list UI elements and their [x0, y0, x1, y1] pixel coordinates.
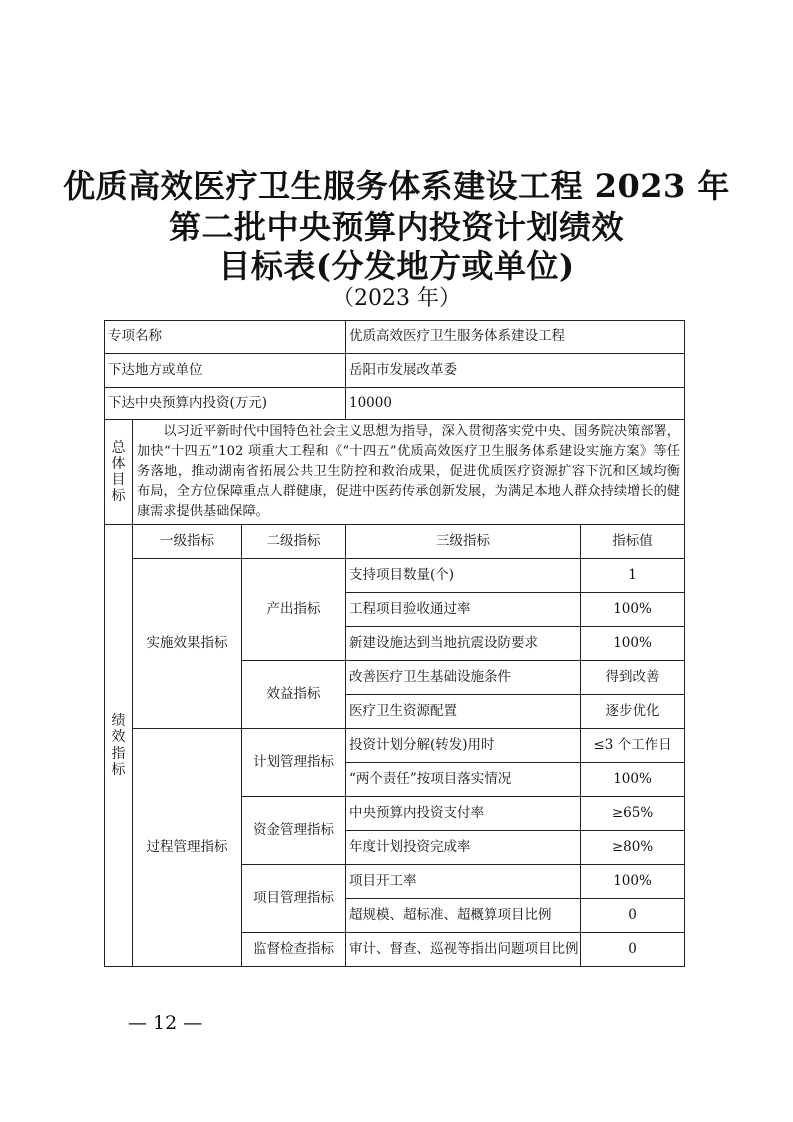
doc-title-line-1: 优质高效医疗卫生服务体系建设工程 2023 年	[63, 167, 730, 205]
indicator-value: ≥80%	[581, 831, 685, 865]
table-row	[105, 321, 685, 354]
indicator-name: 支持项目数量(个)	[346, 559, 581, 593]
goal-text: 以习近平新时代中国特色社会主义思想为指导，深入贯彻落实党中央、国务院决策部署，加快“十四五”102 项重大工程和《“十四五”优质高效医疗卫生服务体系建设实施方案》等任务落地，推动湖南省拓展公共卫生防控和救治成果，促进优质医疗资源扩容下沉和区域均衡 布局，全方位保障重点人群健康，促进中医药传承创新发展，为满足本地人群众持续增长的健康需求提供基础保障。	[133, 420, 685, 525]
indicator-value: 100%	[581, 865, 685, 899]
project-label: 专项名称	[105, 321, 346, 354]
indicator-name: 改善医疗卫生基础设施条件	[346, 661, 581, 695]
indicator-value: 0	[581, 933, 685, 967]
indicators-label: 绩 效 指 标	[105, 525, 133, 967]
page-number: — 12 —	[128, 1012, 203, 1034]
header-level1: 一级指标	[133, 525, 242, 559]
project-value: 优质高效医疗卫生服务体系建设工程	[346, 321, 685, 354]
indicator-name: 审计、督查、巡视等指出问题项目比例	[346, 933, 581, 967]
level2-supervision: 监督检查指标	[242, 933, 346, 967]
indicator-value: 100%	[581, 593, 685, 627]
invest-value: 10000	[346, 388, 685, 420]
goal-label: 总 体 目 标	[105, 420, 133, 525]
doc-title-line-3: 目标表(分发地方或单位)	[218, 247, 575, 285]
unit-label: 下达地方或单位	[105, 354, 346, 388]
level2-plan: 计划管理指标	[242, 729, 346, 797]
indicator-value: 0	[581, 899, 685, 933]
indicator-name: 年度计划投资完成率	[346, 831, 581, 865]
performance-table	[104, 320, 685, 967]
indicator-value: 100%	[581, 627, 685, 661]
indicator-value: ≤3 个工作日	[581, 729, 685, 763]
indicator-name: 投资计划分解(转发)用时	[346, 729, 581, 763]
level2-benefit: 效益指标	[242, 661, 346, 729]
invest-label: 下达中央预算内投资(万元)	[105, 388, 346, 420]
doc-title-line-2: 第二批中央预算内投资计划绩效	[168, 208, 624, 246]
table-row	[105, 525, 685, 559]
table-row	[105, 354, 685, 388]
header-level3: 三级指标	[346, 525, 581, 559]
header-value: 指标值	[581, 525, 685, 559]
indicator-name: 超规模、超标准、超概算项目比例	[346, 899, 581, 933]
indicator-value: ≥65%	[581, 797, 685, 831]
table-row	[105, 388, 685, 420]
table-row	[105, 420, 685, 525]
indicator-value: 逐步优化	[581, 695, 685, 729]
level2-project: 项目管理指标	[242, 865, 346, 933]
unit-value: 岳阳市发展改革委	[346, 354, 685, 388]
header-level2: 二级指标	[242, 525, 346, 559]
level1-implementation: 实施效果指标	[133, 559, 242, 729]
indicator-name: 工程项目验收通过率	[346, 593, 581, 627]
indicator-name: 中央预算内投资支付率	[346, 797, 581, 831]
doc-year: （2023 年）	[332, 286, 461, 311]
level1-process: 过程管理指标	[133, 729, 242, 967]
indicator-name: 新建设施达到当地抗震设防要求	[346, 627, 581, 661]
indicator-value: 100%	[581, 763, 685, 797]
indicator-name: 医疗卫生资源配置	[346, 695, 581, 729]
table-row	[105, 729, 685, 763]
indicator-value: 得到改善	[581, 661, 685, 695]
level2-funds: 资金管理指标	[242, 797, 346, 865]
indicator-name: “两个责任”按项目落实情况	[346, 763, 581, 797]
level2-output: 产出指标	[242, 559, 346, 661]
indicator-value: 1	[581, 559, 685, 593]
indicator-name: 项目开工率	[346, 865, 581, 899]
table-row	[105, 559, 685, 593]
